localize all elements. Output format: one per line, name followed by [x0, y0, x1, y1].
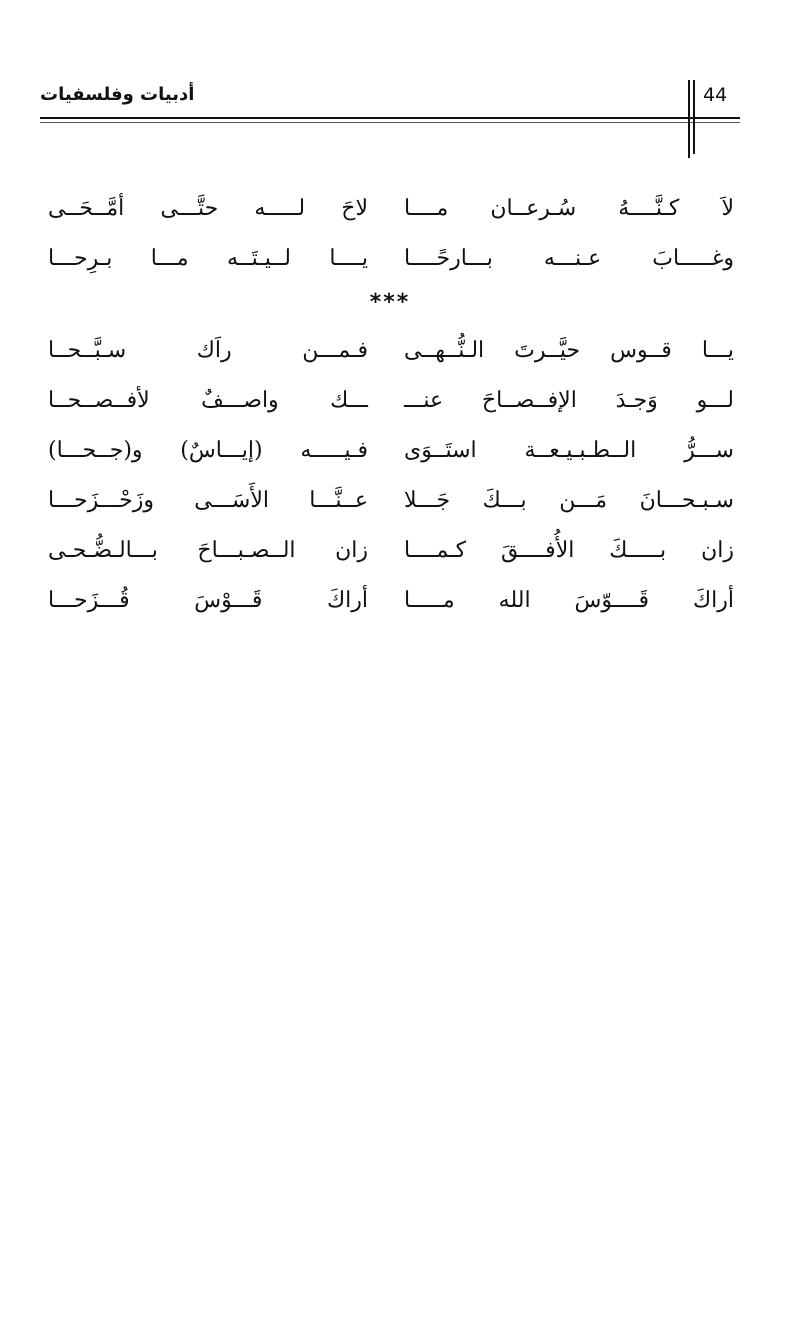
verse: [40, 428, 740, 478]
verse-second-hemistich: عــنَّـــا الأَسَـــى وزَحْـــزَحـــا: [48, 488, 368, 513]
verse-second-hemistich: فـمـــن راَك سـبَّــحــا: [48, 338, 368, 363]
verse-first-hemistich: لاَ كـنَّــــهُ سُـرعــان مــــا: [404, 196, 734, 221]
header-rule-thin: [40, 122, 740, 123]
verse-first-hemistich: أراكَ قَــــوّسَ الله مـــــا: [404, 588, 734, 613]
verse: [40, 186, 740, 236]
verse: [40, 236, 740, 286]
poem: [40, 186, 740, 628]
verse-first-hemistich: لـــو وَجـدَ الإفــصــاحَ عنـــ: [404, 388, 734, 413]
verse-second-hemistich: يــــا لــيـتَــه مـــا بـرِحـــا: [48, 246, 368, 271]
verse-first-hemistich: ســـرُّ الــطـبـيـعــة استَــوَى: [404, 438, 734, 463]
running-header: [40, 84, 740, 120]
verse-first-hemistich: يـــا قــوس حيَّــرتَ الـنُّــهــى: [404, 338, 734, 363]
stanza-separator: ***: [369, 290, 411, 315]
verse-second-hemistich: لاحَ لـــــه حتَّـــى أمَّــحَــى: [48, 196, 368, 221]
verse: [40, 378, 740, 428]
header-vertical-bar: [693, 80, 695, 154]
verse-first-hemistich: وغـــــابَ عـنـــه بـــارحًــــا: [404, 246, 734, 271]
verse-second-hemistich: فـيـــــه (إيـــاسٌ) و(جــحـــا): [48, 438, 368, 463]
verse-first-hemistich: زان بـــــكَ الأُفــــقَ كـمــــا: [404, 538, 734, 563]
verse: [40, 578, 740, 628]
verse: [40, 528, 740, 578]
verse-second-hemistich: أراكَ قَـــوْسَ قُـــزَحـــا: [48, 588, 368, 613]
verse: [40, 328, 740, 378]
verse-first-hemistich: سـبـحـــانَ مَـــن بـــكَ جَـــلا: [404, 488, 734, 513]
verse-second-hemistich: ـــك واصـــفٌ لأفــصــحــا: [48, 388, 368, 413]
verse: [40, 478, 740, 528]
header-rule-thick: [40, 117, 740, 119]
verse-second-hemistich: زان الــصـبـــاحَ بـــالـضُّـحـى: [48, 538, 368, 563]
page-number: 44: [703, 84, 728, 106]
running-title: أدبيات وفلسفيات: [40, 84, 195, 105]
header-vertical-bar: [688, 80, 690, 158]
